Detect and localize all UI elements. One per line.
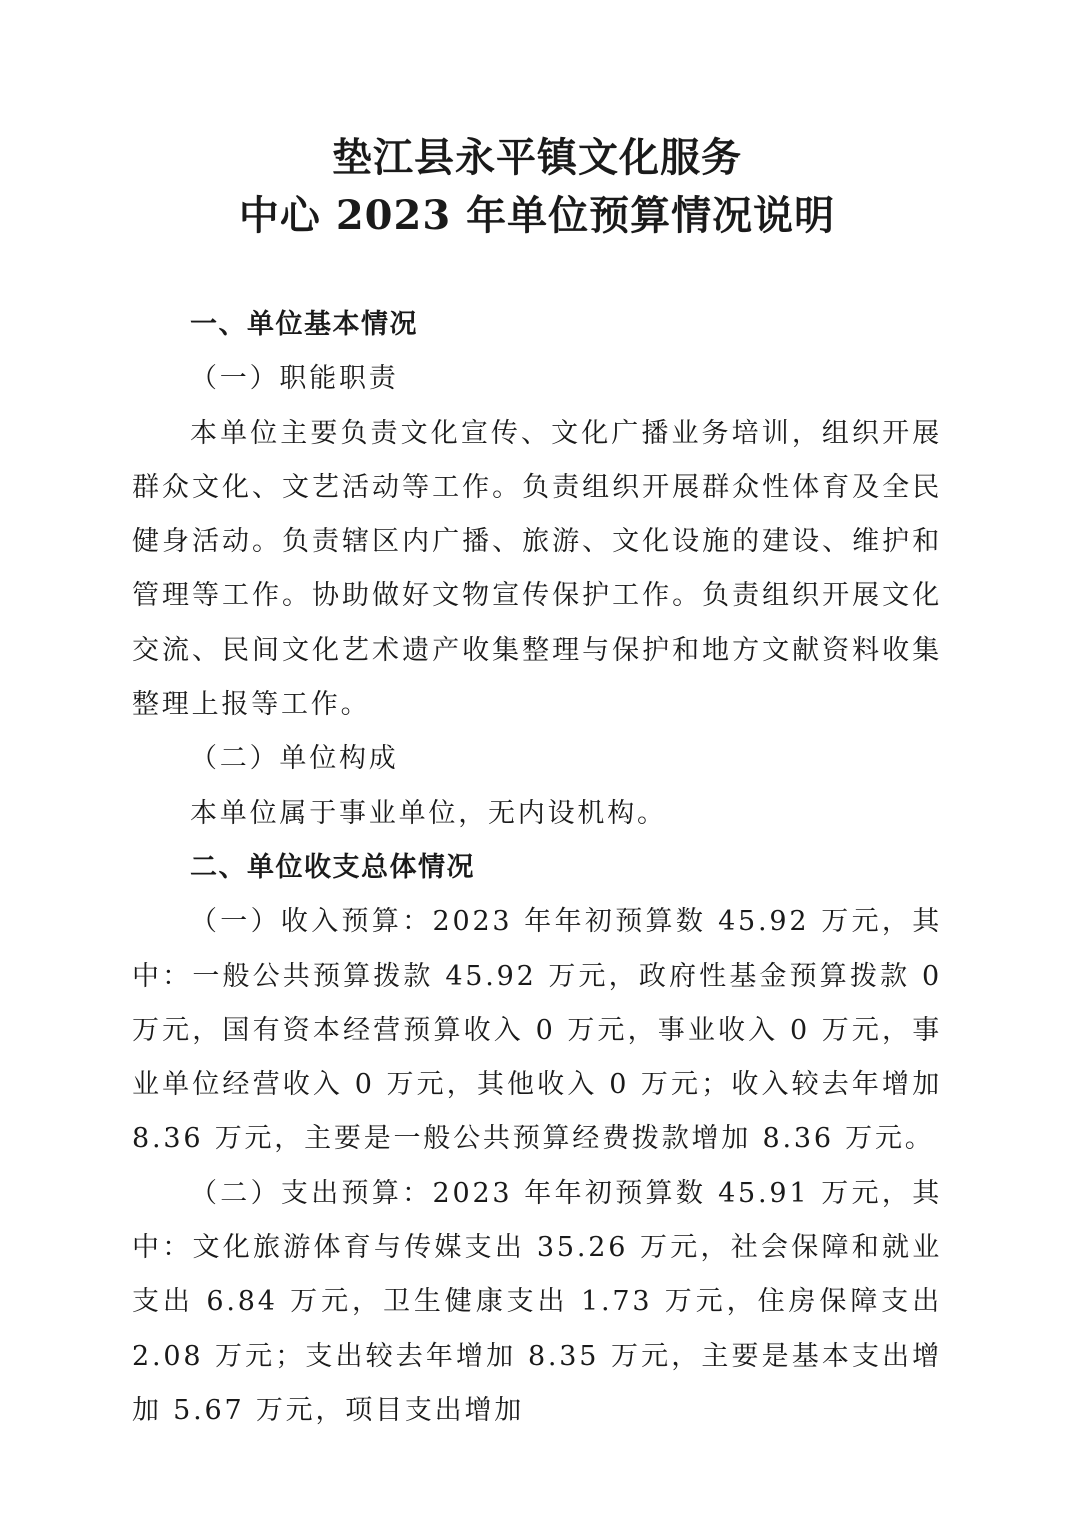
section-1-subheading-composition: （二）单位构成 xyxy=(190,743,399,775)
section-1-paragraph-duties: 本单位主要负责文化宣传、文化广播业务培训，组织开展群众文化、文艺活动等工作。负责组织开展群众性体育及全民健身活动。负责辖区内广播、旅游、文化设施的建设、维护和管理等工作。协助做好文物宣传保护工作。负责组织开展文化交流、民间文化艺术遗产收集整理与保护和地方文献资料收集整理上报等工作。 xyxy=(132,417,942,721)
document-title-line-1: 垫江县永平镇文化服务 xyxy=(332,134,742,181)
section-2-paragraph-income: （一）收入预算：2023 年年初预算数 45.92 万元，其中：一般公共预算拨款 45.92 万元，政府性基金预算拨款 0 万元，国有资本经营预算收入 0 万元，事业收入 0 万元，事业单位经营收入 0 万元，其他收入 0 万元；收入较去年增加 8.36 万元，主要是一般公共预算经费拨款增加 8.36 万元。 xyxy=(132,906,942,1155)
document-body xyxy=(132,298,942,1438)
document-title-line-2: 中心 2023 年单位预算情况说明 xyxy=(238,192,836,239)
section-2-heading: 二、单位收支总体情况 xyxy=(190,851,475,883)
section-2-paragraph-expenditure: （二）支出预算：2023 年年初预算数 45.91 万元，其中：文化旅游体育与传媒支出 35.26 万元，社会保障和就业支出 6.84 万元，卫生健康支出 1.73 万元，住房保障支出 2.08 万元；支出较去年增加 8.35 万元，主要是基本支出增加 5.67 万元，项目支出增加 xyxy=(132,1177,942,1426)
section-1-subheading-duties: （一）职能职责 xyxy=(190,363,399,395)
section-1-heading: 一、单位基本情况 xyxy=(190,309,418,340)
section-1-paragraph-composition: 本单位属于事业单位，无内设机构。 xyxy=(190,797,667,829)
